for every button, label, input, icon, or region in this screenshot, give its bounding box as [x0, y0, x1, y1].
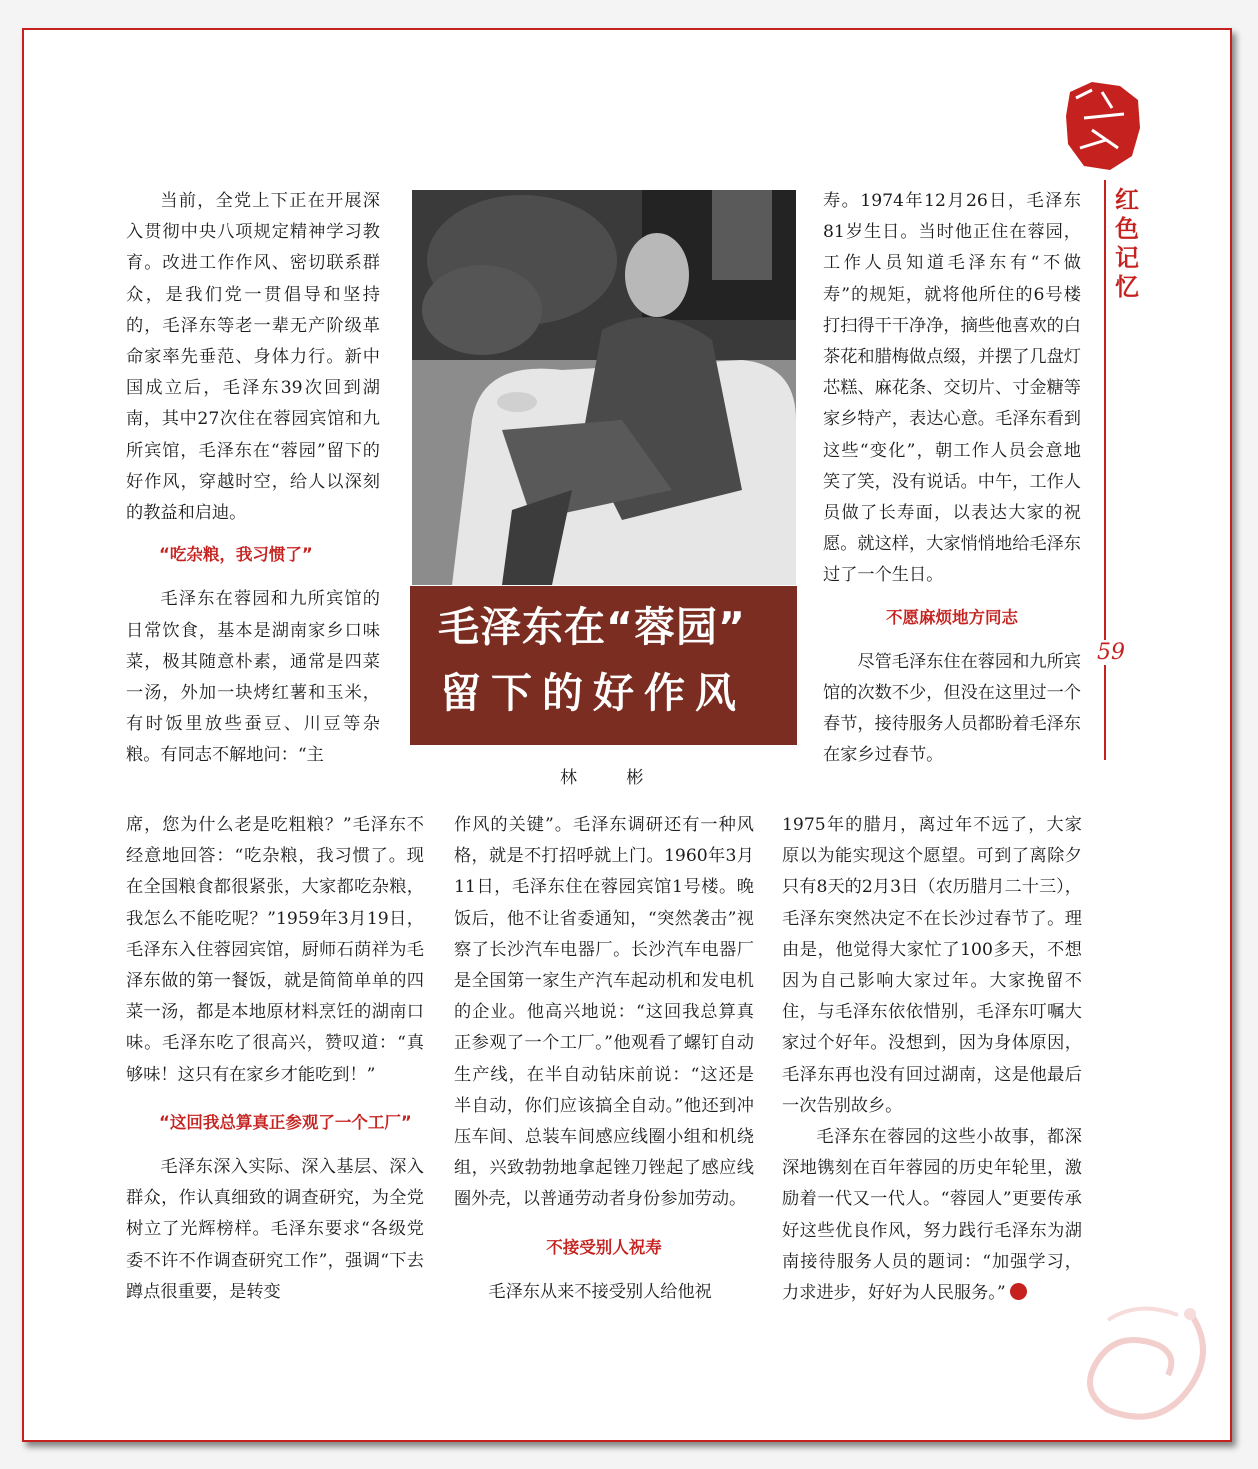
- section-label-char: 忆: [1115, 273, 1139, 301]
- article-title-line2: 留下的好作风: [440, 669, 746, 717]
- section-label: [1113, 186, 1141, 302]
- text-column-3: [823, 186, 1081, 772]
- body-paragraph: 毛泽东从来不接受别人给他祝: [488, 1281, 712, 1302]
- body-paragraph: 毛泽东在蓉园和九所宾馆的日常饮食，基本是湖南家乡口味菜，极其随意朴素，通常是四菜一汤，外加一块烤红薯和玉米，有时饭里放些蚕豆、川豆等杂粮。有同志不解地问：“主: [126, 589, 380, 766]
- section-label-char: 记: [1115, 244, 1139, 272]
- intro-paragraph: 当前，全党上下正在开展深入贯彻中央八项规定精神学习教育。改进工作作风、密切联系群众，是我们党一贯倡导和坚持的，毛泽东等老一辈无产阶级革命家率先垂范、身体力行。新中国成立后，毛泽东39次回到湖南，其中27次住在蓉园宾馆和九所宾馆，毛泽东在“蓉园”留下的好作风，穿越时空，给人以深刻的教益和启迪。: [126, 191, 380, 524]
- author-byline: 林 彬: [560, 768, 666, 788]
- section-label-char: 色: [1115, 215, 1139, 243]
- article-title-line1: 毛泽东在“蓉园”: [438, 603, 746, 651]
- dragon-watermark-icon: [1068, 1290, 1223, 1435]
- page-number: 59: [1093, 640, 1129, 665]
- section-rail-line: [1104, 180, 1106, 760]
- subheading: 不接受别人祝寿: [546, 1237, 662, 1257]
- text-column-3-lower: [782, 810, 1082, 1309]
- article-end-icon: [1010, 1283, 1027, 1300]
- text-column-1-lower: [126, 810, 424, 1308]
- body-paragraph: 寿。1974年12月26日，毛泽东81岁生日。当时他正住在蓉园，工作人员知道毛泽东有“不做寿”的规矩，就将他所住的6号楼打扫得干干净净，摘些他喜欢的白茶花和腊梅做点缀，并摆了几盘灯芯糕、麻花条、交切片、寸金糖等家乡特产，表达心意。毛泽东看到这些“变化”，朝工作人员会意地笑了笑，没有说话。中午，工作人员做了长寿面，以表达大家的祝愿。就这样，大家悄悄地给毛泽东过了一个生日。: [823, 191, 1081, 586]
- text-column-1: [126, 186, 380, 772]
- subheading: “这回我总算真正参观了一个工厂”: [159, 1112, 412, 1132]
- subheading: “吃杂粮，我习惯了”: [159, 545, 313, 565]
- article-title-box: [410, 586, 797, 745]
- closing-paragraph: [782, 1122, 1082, 1309]
- body-paragraph: 席，您为什么老是吃粗粮？”毛泽东不经意地回答：“吃杂粮，我习惯了。现在全国粮食都很紧张，大家都吃杂粮，我怎么不能吃呢？”1959年3月19日，毛泽东入住蓉园宾馆，厨师石荫祥为毛泽东做的第一餐饭，就是简简单单的四菜一汤，都是本地原材料烹饪的湖南口味。毛泽东吃了很高兴，赞叹道：“真够味！这只有在家乡才能吃到！”: [126, 815, 424, 1085]
- closing-text: 毛泽东在蓉园的这些小故事，都深深地镌刻在百年蓉园的历史年轮里，激励着一代又一代人。“蓉园人”更要传承好这些优良作风，努力践行毛泽东为湖南接待服务人员的题词：“加强学习，力求进步，好好为人民服务。”: [782, 1127, 1082, 1304]
- body-paragraph: 尽管毛泽东住在蓉园和九所宾馆的次数不少，但没在这里过一个春节，接待服务人员都盼着毛泽东在家乡过春节。: [823, 651, 1081, 766]
- subheading: 不愿麻烦地方同志: [886, 607, 1018, 627]
- xinxiang-review-seal-logo: [1062, 78, 1144, 174]
- body-paragraph: 毛泽东深入实际、深入基层、深入群众，作认真细致的调查研究，为全党树立了光辉榜样。毛泽东要求“各级党委不许不作调查研究工作”，强调“下去蹲点很重要，是转变: [126, 1157, 424, 1302]
- historical-photo: [412, 190, 796, 585]
- section-label-char: 红: [1115, 186, 1139, 214]
- body-paragraph: 1975年的腊月，离过年不远了，大家原以为能实现这个愿望。可到了离除夕只有8天的2月3日（农历腊月二十三），毛泽东突然决定不在长沙过春节了。理由是，他觉得大家忙了100多天，不想因为自己影响大家过年。大家挽留不住，与毛泽东依依惜别，毛泽东叮嘱大家过个好年。没想到，因为身体原因，毛泽东再也没有回过湖南，这是他最后一次告别故乡。: [782, 815, 1082, 1116]
- body-paragraph: 作风的关键”。毛泽东调研还有一种风格，就是不打招呼就上门。1960年3月11日，毛泽东住在蓉园宾馆1号楼。晚饭后，他不让省委通知，“突然袭击”视察了长沙汽车电器厂。长沙汽车电器厂是全国第一家生产汽车起动机和发电机的企业。他高兴地说：“这回我总算真正参观了一个工厂。”他观看了螺钉自动生产线，在半自动钻床前说：“这还是半自动，你们应该搞全自动。”他还到冲压车间、总装车间感应线圈小组和机绕组，兴致勃勃地拿起锉刀锉起了感应线圈外壳，以普通劳动者身份参加劳动。: [454, 815, 754, 1210]
- text-column-2: [454, 810, 754, 1308]
